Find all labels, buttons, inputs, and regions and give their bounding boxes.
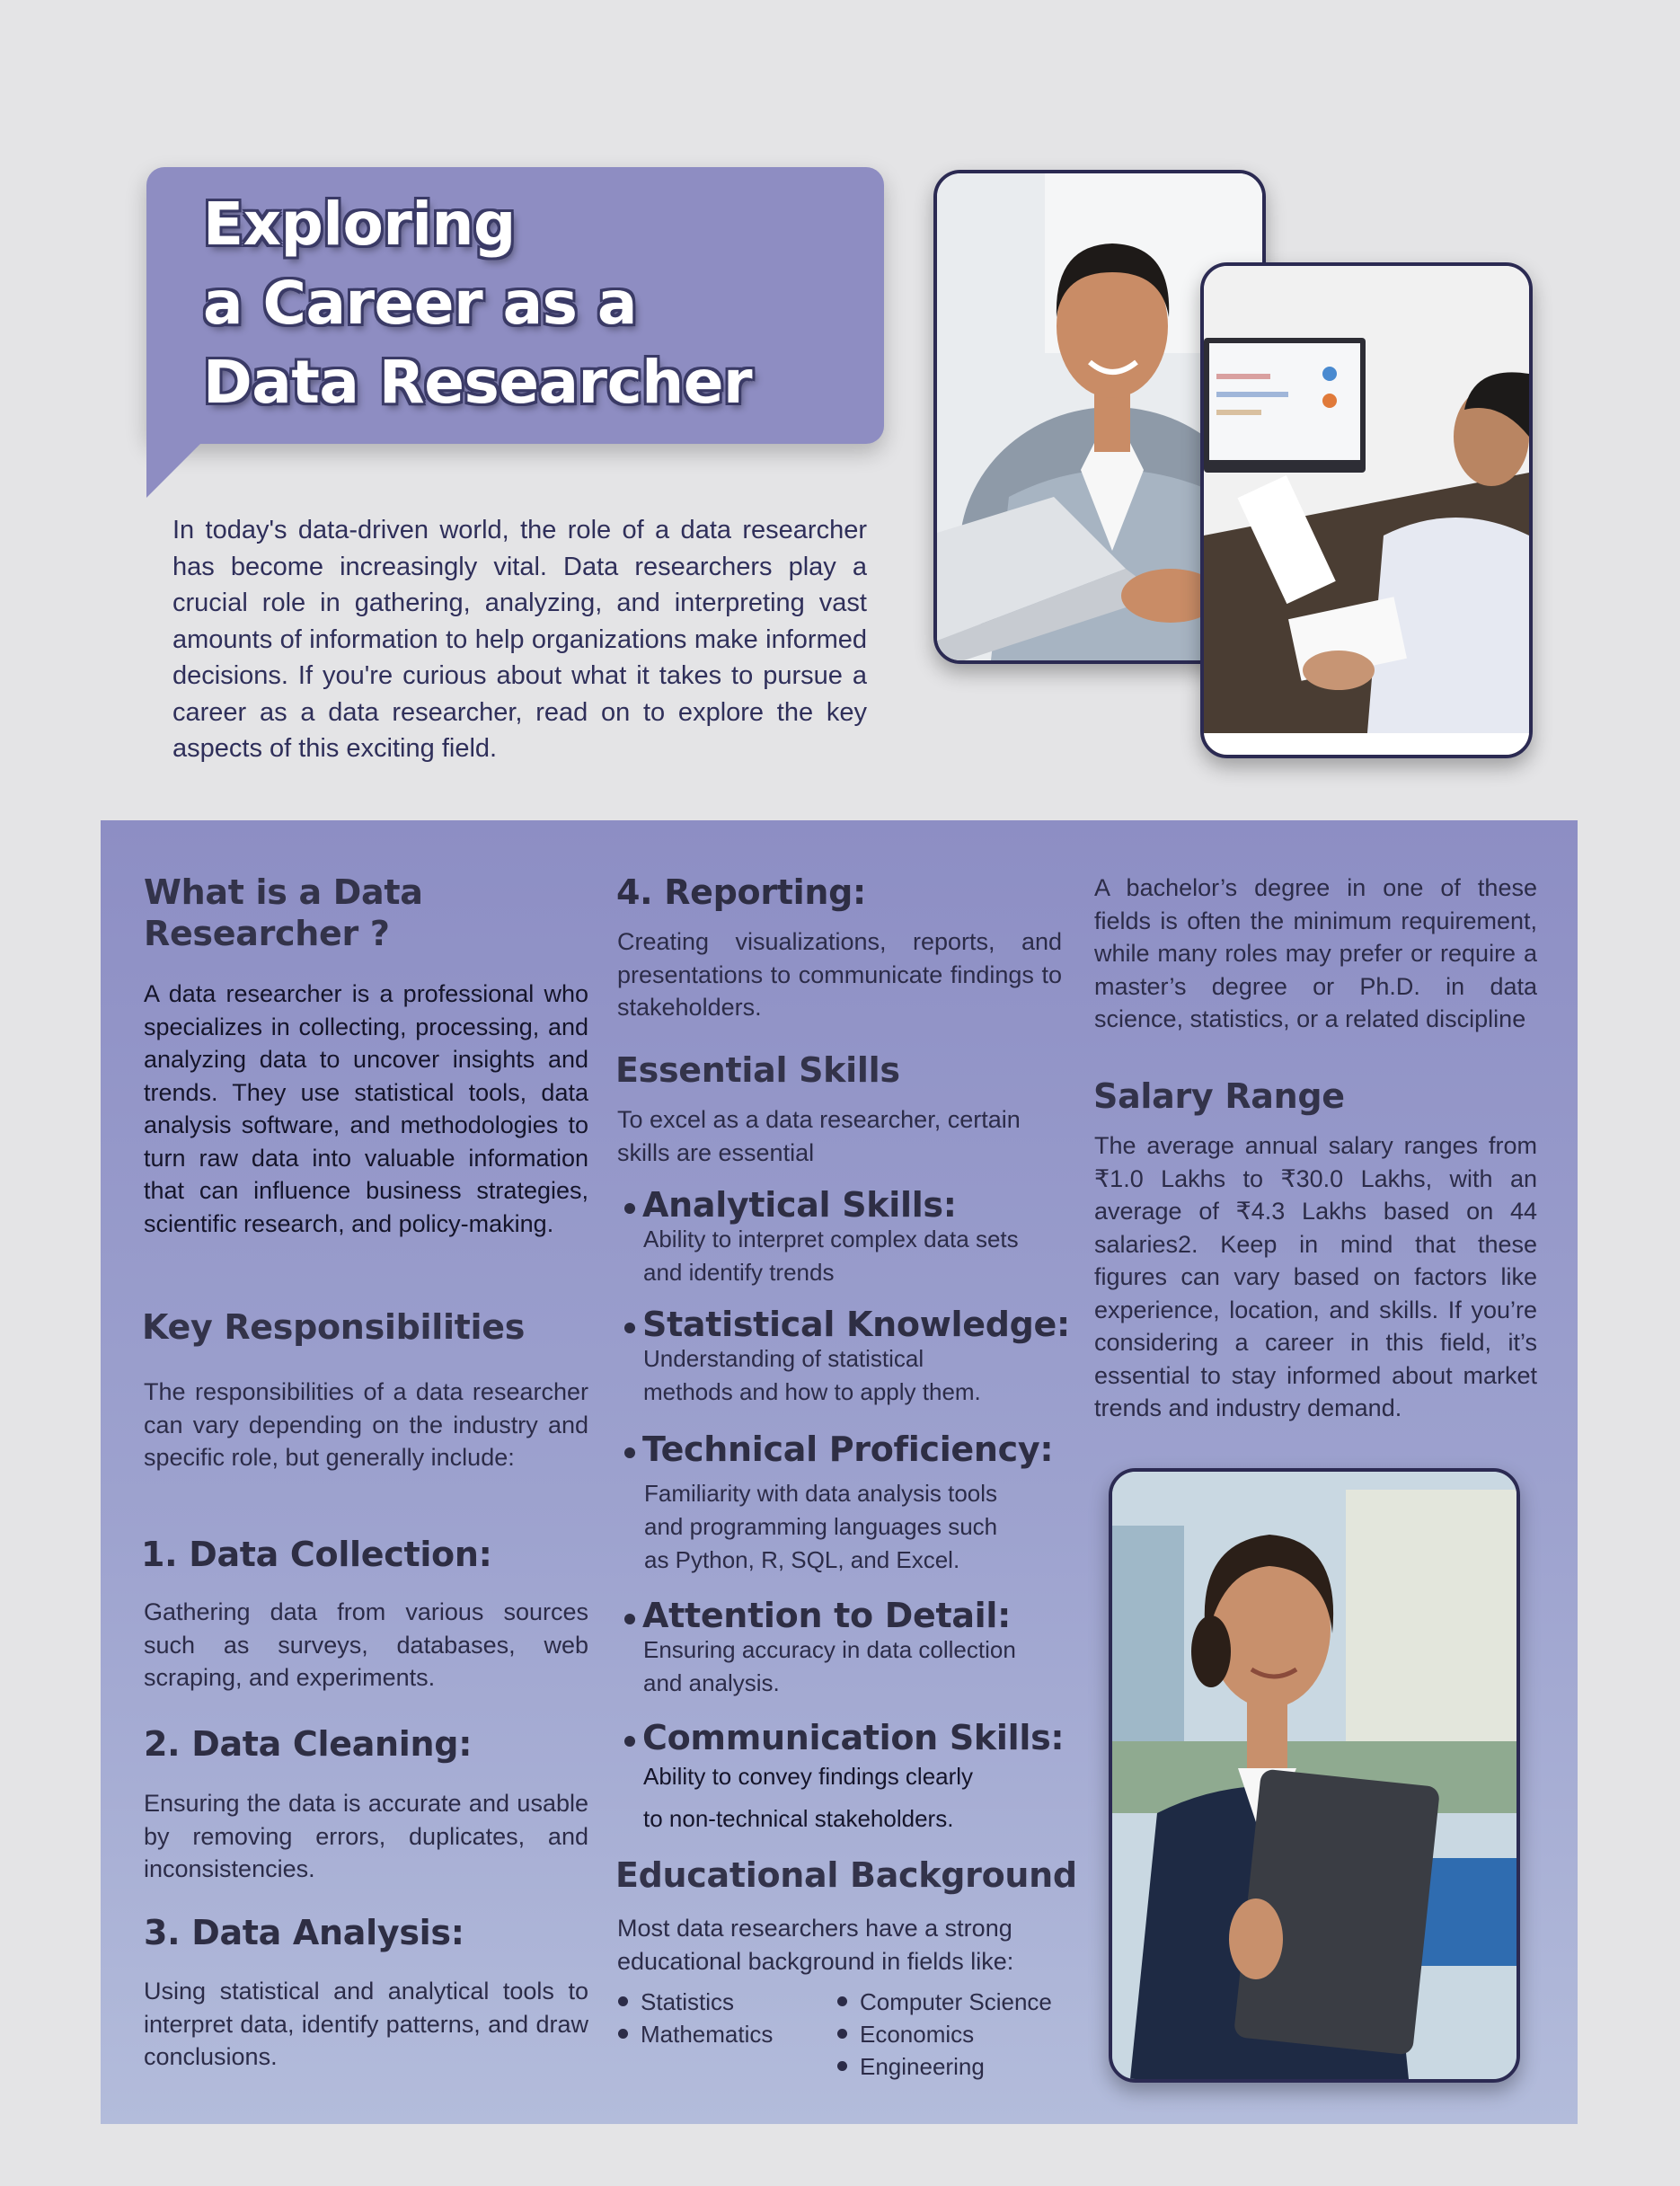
skill-desc — [643, 1633, 1092, 1700]
man-charts-illustration — [1204, 266, 1529, 755]
intro-paragraph: In today's data-driven world, the role of a data researcher has become increasingly vital. Data researchers play a crucial role in gathering, analyzing, and interpreting vast amounts of information to help organizations make informed decisions. If you're curious about what it takes to pursue a career as a data researcher, read on to explore the key aspects of this exciting field. — [172, 516, 867, 763]
skill-desc-line: Understanding of statistical — [643, 1345, 924, 1372]
bullet-icon — [837, 2029, 847, 2039]
skill-analytical — [617, 1184, 1093, 1292]
bullet-icon — [837, 2061, 847, 2071]
skill-desc-line: Familiarity with data analysis tools — [644, 1480, 998, 1507]
resp-item-1-title: 1. Data Collection: — [141, 1535, 492, 1574]
skills-heading: Essential Skills — [615, 1050, 900, 1090]
salary-heading: Salary Range — [1093, 1076, 1345, 1116]
skill-attention — [617, 1595, 1093, 1703]
resp-item-4-title: 4. Reporting: — [616, 872, 866, 912]
list-item: Engineering — [837, 2050, 1089, 2083]
skill-desc — [643, 1342, 1092, 1409]
bullet-icon — [624, 1203, 635, 1214]
skill-title: Statistical Knowledge: — [642, 1305, 1070, 1344]
skills-intro: To excel as a data researcher, certain skills are essential — [617, 1106, 1021, 1166]
education-heading: Educational Background — [615, 1855, 1077, 1895]
skill-desc-line: Ability to interpret complex data sets — [643, 1226, 1019, 1252]
woman-folder-illustration — [1112, 1472, 1516, 2079]
skill-title: Analytical Skills: — [642, 1185, 957, 1225]
skill-communication — [617, 1717, 1093, 1834]
skill-desc-line: methods and how to apply them. — [643, 1378, 981, 1405]
skill-title: Attention to Detail: — [642, 1596, 1012, 1635]
bullet-icon — [837, 1996, 847, 2006]
skill-desc — [643, 1223, 1092, 1289]
list-item: Mathematics — [618, 2018, 834, 2050]
resp-item-2-title: 2. Data Cleaning: — [144, 1724, 473, 1764]
photo-woman-folder — [1109, 1468, 1520, 2083]
list-item: Computer Science — [837, 1986, 1089, 2018]
bullet-icon — [624, 1614, 635, 1624]
resp-item-3-text: Using statistical and analytical tools to interpret data, identify patterns, and draw conclusions. — [144, 1978, 588, 2070]
bullet-icon — [618, 2029, 628, 2039]
title-banner-tail — [146, 422, 222, 498]
skill-desc — [644, 1477, 1093, 1577]
education-fields-left — [618, 1986, 834, 2050]
skill-desc — [643, 1756, 1092, 1840]
bullet-icon — [624, 1323, 635, 1333]
skill-title: Communication Skills: — [642, 1718, 1065, 1757]
photo-man-charts — [1200, 262, 1533, 758]
salary-text: The average annual salary ranges from ₹1.0 Lakhs to ₹30.0 Lakhs, with an average of ₹4.3 Lakhs based on 44 salaries2. Keep in mind that these figures can vary based on factors like experience, location, and skills. If you’re considering a career in this field, it’s essential to stay informed about market trends and industry demand. — [1094, 1132, 1537, 1421]
education-fields-right — [837, 1986, 1089, 2083]
what-is-text: A data researcher is a professional who specializes in collecting, processing, and analyzing data to uncover insights and trends. They use statistical tools, data analysis software, and methodologies to turn raw data into valuable information that can influence business strategies, scientific research, and policy-making. — [144, 980, 588, 1237]
what-is-heading: What is a Data Researcher ? — [144, 872, 423, 953]
skill-desc-line: and identify trends — [643, 1259, 835, 1286]
skill-desc-line: to non-technical stakeholders. — [643, 1805, 954, 1832]
skill-technical — [617, 1429, 1093, 1572]
skill-desc-line: Ensuring accuracy in data collection — [643, 1636, 1016, 1663]
skill-desc-line: and analysis. — [643, 1669, 780, 1696]
skill-desc-line: and programming languages such — [644, 1513, 998, 1540]
title-line-1: Exploring — [203, 190, 516, 259]
page-title — [203, 185, 868, 422]
list-item: Statistics — [618, 1986, 834, 2018]
degree-text: A bachelor’s degree in one of these fields is often the minimum requirement, while many roles may prefer or require a master’s degree or Ph.D. in data science, statistics, or a related discipline — [1094, 874, 1537, 1032]
bullet-icon — [618, 1996, 628, 2006]
responsibilities-intro: The responsibilities of a data researcher can vary depending on the industry and specific role, but generally include: — [144, 1378, 588, 1471]
skill-desc-line: as Python, R, SQL, and Excel. — [644, 1546, 960, 1573]
skill-statistical — [617, 1304, 1093, 1412]
skill-title: Technical Proficiency: — [642, 1429, 1054, 1469]
list-item: Economics — [837, 2018, 1089, 2050]
resp-item-3-title: 3. Data Analysis: — [144, 1913, 464, 1952]
responsibilities-heading: Key Responsibilities — [142, 1307, 526, 1347]
education-intro: Most data researchers have a strong educational background in fields like: — [617, 1915, 1014, 1975]
skill-desc-line: Ability to convey findings clearly — [643, 1763, 974, 1790]
bullet-icon — [624, 1447, 635, 1458]
resp-item-4-text: Creating visualizations, reports, and presentations to communicate findings to stakeholders. — [617, 928, 1062, 1021]
bullet-icon — [624, 1736, 635, 1747]
resp-item-2-text: Ensuring the data is accurate and usable by removing errors, duplicates, and inconsistencies. — [144, 1790, 588, 1882]
resp-item-1-text: Gathering data from various sources such as surveys, databases, web scraping, and experiments. — [144, 1598, 588, 1691]
title-line-2: a Career as a — [203, 269, 637, 338]
title-line-3: Data Researcher — [203, 348, 753, 417]
